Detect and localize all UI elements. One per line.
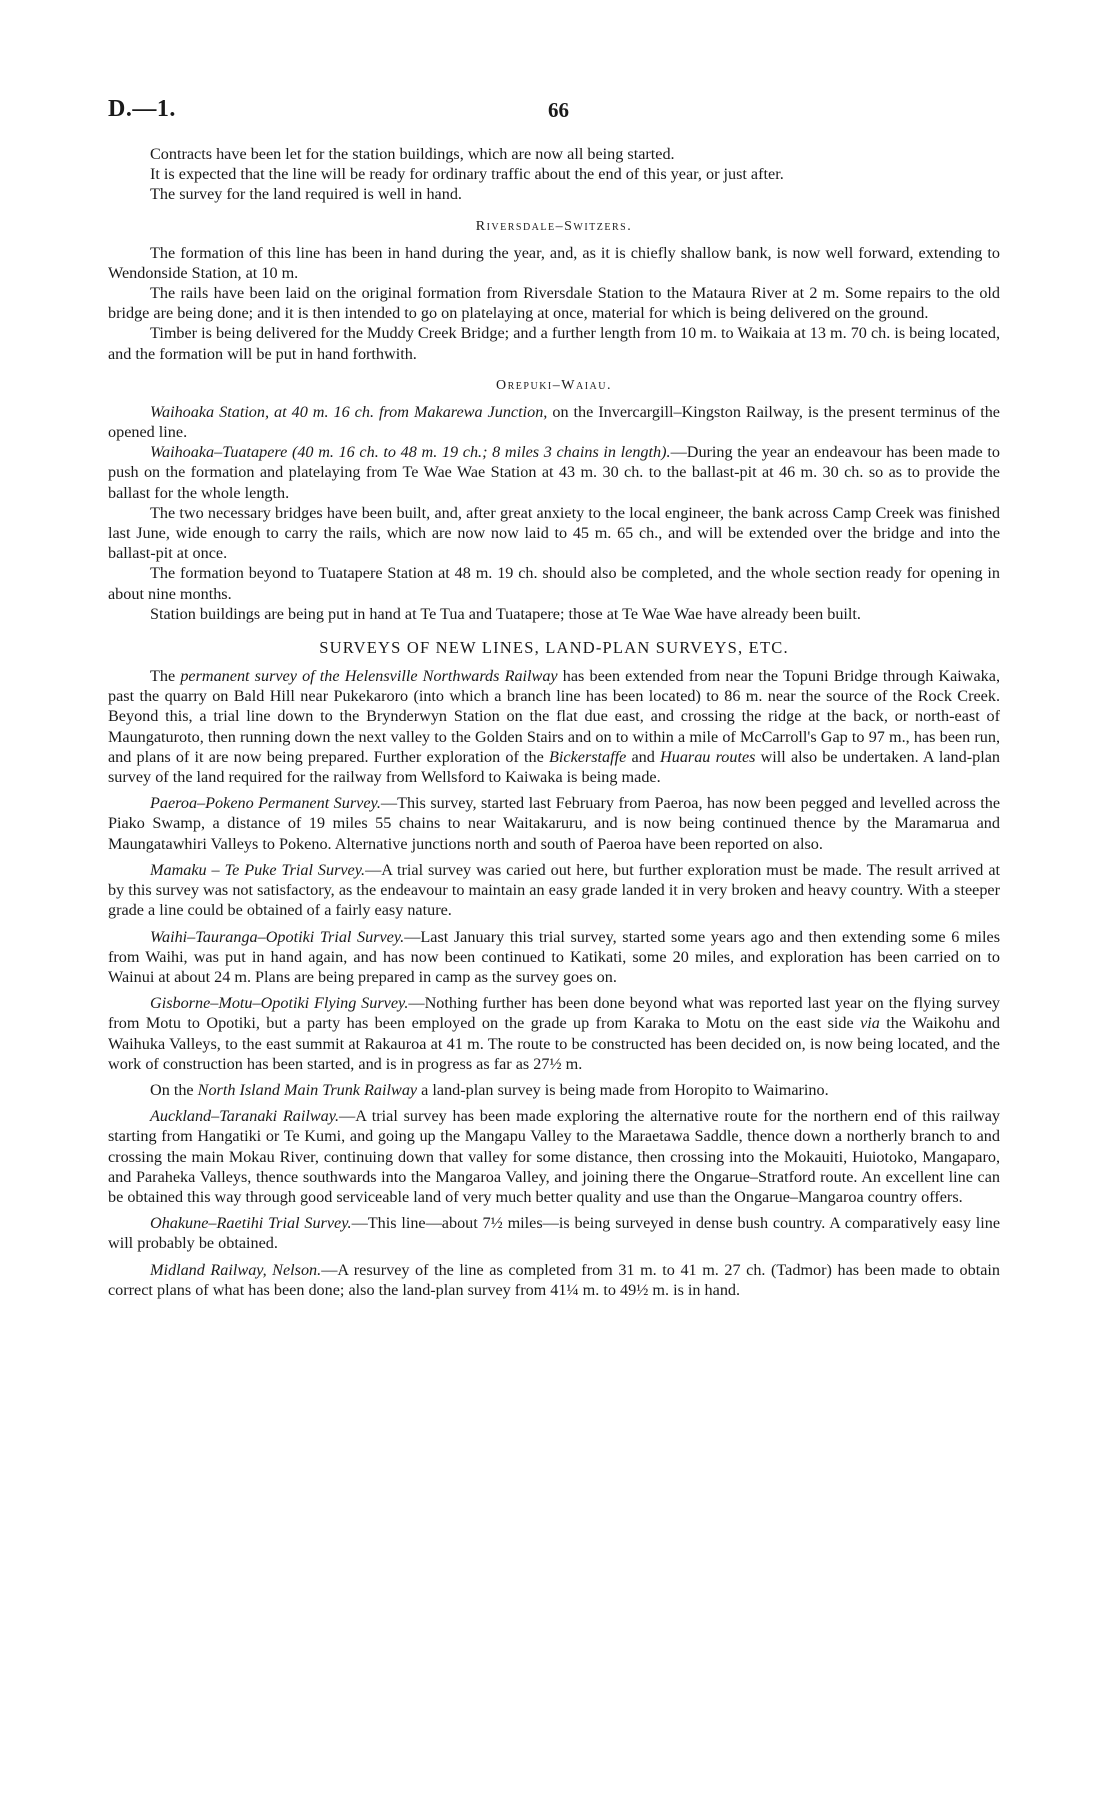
italic-phrase: North Island Main Trunk Railway [197,1080,418,1099]
paragraph: Contracts have been let for the station buildings, which are now all being started. [150,145,675,163]
page-body [108,144,1000,1300]
italic-phrase: Paeroa–Pokeno Permanent Survey. [150,794,381,813]
paragraph [108,402,1000,442]
paragraph [108,927,1000,988]
paragraph-text: —A trial survey has been made exploring the alternative route for the northern end of this railway starting from Hangatiki or Te Kumi, and going up the Mangapu Valley to the Maraetawa Saddle, thence down a northerly branch to and crossing the main Mokau River, continuing down that valley for some distance, then crossing into the Mokauiti, Huiotoko, Mangaparo, and Paraheka Valleys, thence southwards into the Mangaroa Valley, and joining there the Ongarue–Stratford route. An excellent line can be obtained this way through good serviceable land of very much better quality and use than the Ongarue–Mangaroa country offers. [108,1107,1000,1206]
paragraph-text: —A trial survey was caried out here, but further exploration must be made. The result arrived at by this survey was not satisfactory, as the endeavour to maintain an easy grade landed it in very broken and heavy country. With a steeper grade a line could be obtained of a fairly easy nature. [108,860,1000,920]
paragraph [108,1213,1000,1253]
italic-phrase: Waihi–Tauranga–Opotiki Trial Survey. [150,927,405,946]
paragraph [108,860,1000,921]
paragraph-text: and [626,747,661,766]
paragraph-text: —This survey, started last February from Paeroa, has now been pegged and levelled across the Piako Swamp, a distance of 19 miles 55 chains to near Waitakaruru, and is now being continued thence by the Maramarua and Maungatawhiri Valleys to Pokeno. Alternative junctions north and south of Paeroa have been reported on also. [108,794,1001,853]
paragraph-text: the Waikohu and Waihuka Valleys, to the east summit at Rakauroa at 41 m. The route to be constructed has been decided on, is now being located, and the work of construction has been started, and is in progress as far as 27½ m. [108,1014,1000,1073]
paragraph [108,1260,1000,1300]
paragraph [108,666,1000,787]
paragraph-text: a land-plan survey is being made from Horopito to Waimarino. [417,1080,829,1099]
document-reference: D.—1. [108,96,176,122]
paragraph [108,1080,1000,1100]
italic-phrase: Bickerstaffe [549,747,627,766]
paragraph-text: —Last January this trial survey, started some years ago and then extending some 6 miles from Waihi, was put in hand again, and has now been continued to Katikati, some 20 miles, and exploration has been carried on to Wainui at about 24 m. Plans are being prepared in camp as the survey goes on. [108,927,1000,986]
italic-phrase: Waihoaka Station, at 40 m. 16 ch. from Makarewa Junction, [150,402,548,421]
paragraph-text: —During the year an endeavour has been made to push on the formation and platelaying from Te Wae Wae Station at 43 m. 30 ch. to the ballast-pit at 46 m. 30 ch. so as to provide the ballast for the whole length. [108,443,1000,502]
surveys-section-heading: SURVEYS OF NEW LINES, LAND-PLAN SURVEYS, ETC. [319,638,789,658]
italic-phrase: permanent survey of the Helensville Northwards Railway [180,667,558,686]
paragraph: Station buildings are being put in hand at Te Tua and Tuatapere; those at Te Wae Wae have already been built. [150,604,861,623]
paragraph [108,993,1000,1074]
paragraph: It is expected that the line will be ready for ordinary traffic about the end of this year, or just after. [150,165,784,184]
document-page [108,96,1000,1300]
page-number: 66 [548,98,569,122]
paragraph: The formation of this line has been in hand during the year, and, as it is chiefly shallow bank, is now well forward, extending to Wendonside Station, at 10 m. [108,243,1000,282]
paragraph-text: on the Invercargill–Kingston Railway, is the present terminus of the opened line. [108,402,1000,442]
paragraph-text: will also be undertaken. A land-plan survey of the land required for the railway from Wellsford to Kaiwaka is being made. [108,747,1000,787]
italic-phrase: Auckland–Taranaki Railway. [150,1107,340,1126]
italic-phrase: Mamaku – Te Puke Trial Survey. [150,860,366,879]
paragraph: Timber is being delivered for the Muddy Creek Bridge; and a further length from 10 m. to Waikaia at 13 m. 70 ch. is being located, and the formation will be put in hand forthwith. [108,324,1000,363]
page-header [108,96,1000,132]
paragraph-text: has been extended from near the Topuni Bridge through Kaiwaka, past the quarry on Bald Hill near Pukekaroro (into which a branch line has been located) to 86 m. near the source of the Rock Creek. Beyond this, a trial line down to the Brynderwyn Station on the flat due east, and crossing the ridge at the back, or north-east of Maungaturoto, then running down the next valley to the Golden Stairs and on to within a mile of McCarroll's Gap to 97 m., has been run, and plans of it are now being prepared. Further exploration of the [108,667,1000,766]
paragraph-text: —A resurvey of the line as completed from 31 m. to 41 m. 27 ch. (Tadmor) has been made to obtain correct plans of what has been done; also the land-plan survey from 41¼ m. to 49½ m. is in hand. [108,1260,1000,1299]
italic-phrase: Huarau routes [660,747,756,766]
paragraph [108,793,1000,854]
paragraph: The rails have been laid on the original formation from Riversdale Station to the Mataura River at 2 m. Some repairs to the old bridge are being done; and it is then intended to go on platelaying at once, material for which is being delivered on the ground. [108,284,1000,323]
paragraph [108,1106,1000,1207]
paragraph-text: On the [150,1080,198,1099]
italic-phrase: Waihoaka–Tuatapere (40 m. 16 ch. to 48 m. 19 ch.; 8 miles 3 chains in length). [150,443,671,462]
italic-phrase: via [860,1014,880,1033]
paragraph-text: The [150,667,181,686]
orepuki-heading: Orepuki–Waiau. [496,377,612,393]
paragraph-text: —Nothing further has been done beyond what was reported last year on the flying survey from Motu to Opotiki, but a party has been employed on the grade up from Karaka to Motu on the east side [108,994,1000,1033]
italic-phrase: Ohakune–Raetihi Trial Survey. [150,1214,352,1233]
italic-phrase: Midland Railway, Nelson. [150,1260,322,1279]
italic-phrase: Gisborne–Motu–Opotiki Flying Survey. [150,994,409,1013]
paragraph [108,442,1000,503]
paragraph: The formation beyond to Tuatapere Station at 48 m. 19 ch. should also be completed, and the whole section ready for opening in about nine months. [108,564,1000,603]
paragraph: The survey for the land required is well in hand. [150,185,462,204]
paragraph: The two necessary bridges have been built, and, after great anxiety to the local engineer, the bank across Camp Creek was finished last June, wide enough to carry the rails, which are now now laid to 45 m. 65 ch., and will be extended over the bridge and into the ballast-pit at once. [108,503,1000,563]
riversdale-heading: Riversdale–Switzers. [475,218,633,234]
paragraph-text: —This line—about 7½ miles—is being surveyed in dense bush country. A comparatively easy line will probably be obtained. [108,1214,1000,1253]
